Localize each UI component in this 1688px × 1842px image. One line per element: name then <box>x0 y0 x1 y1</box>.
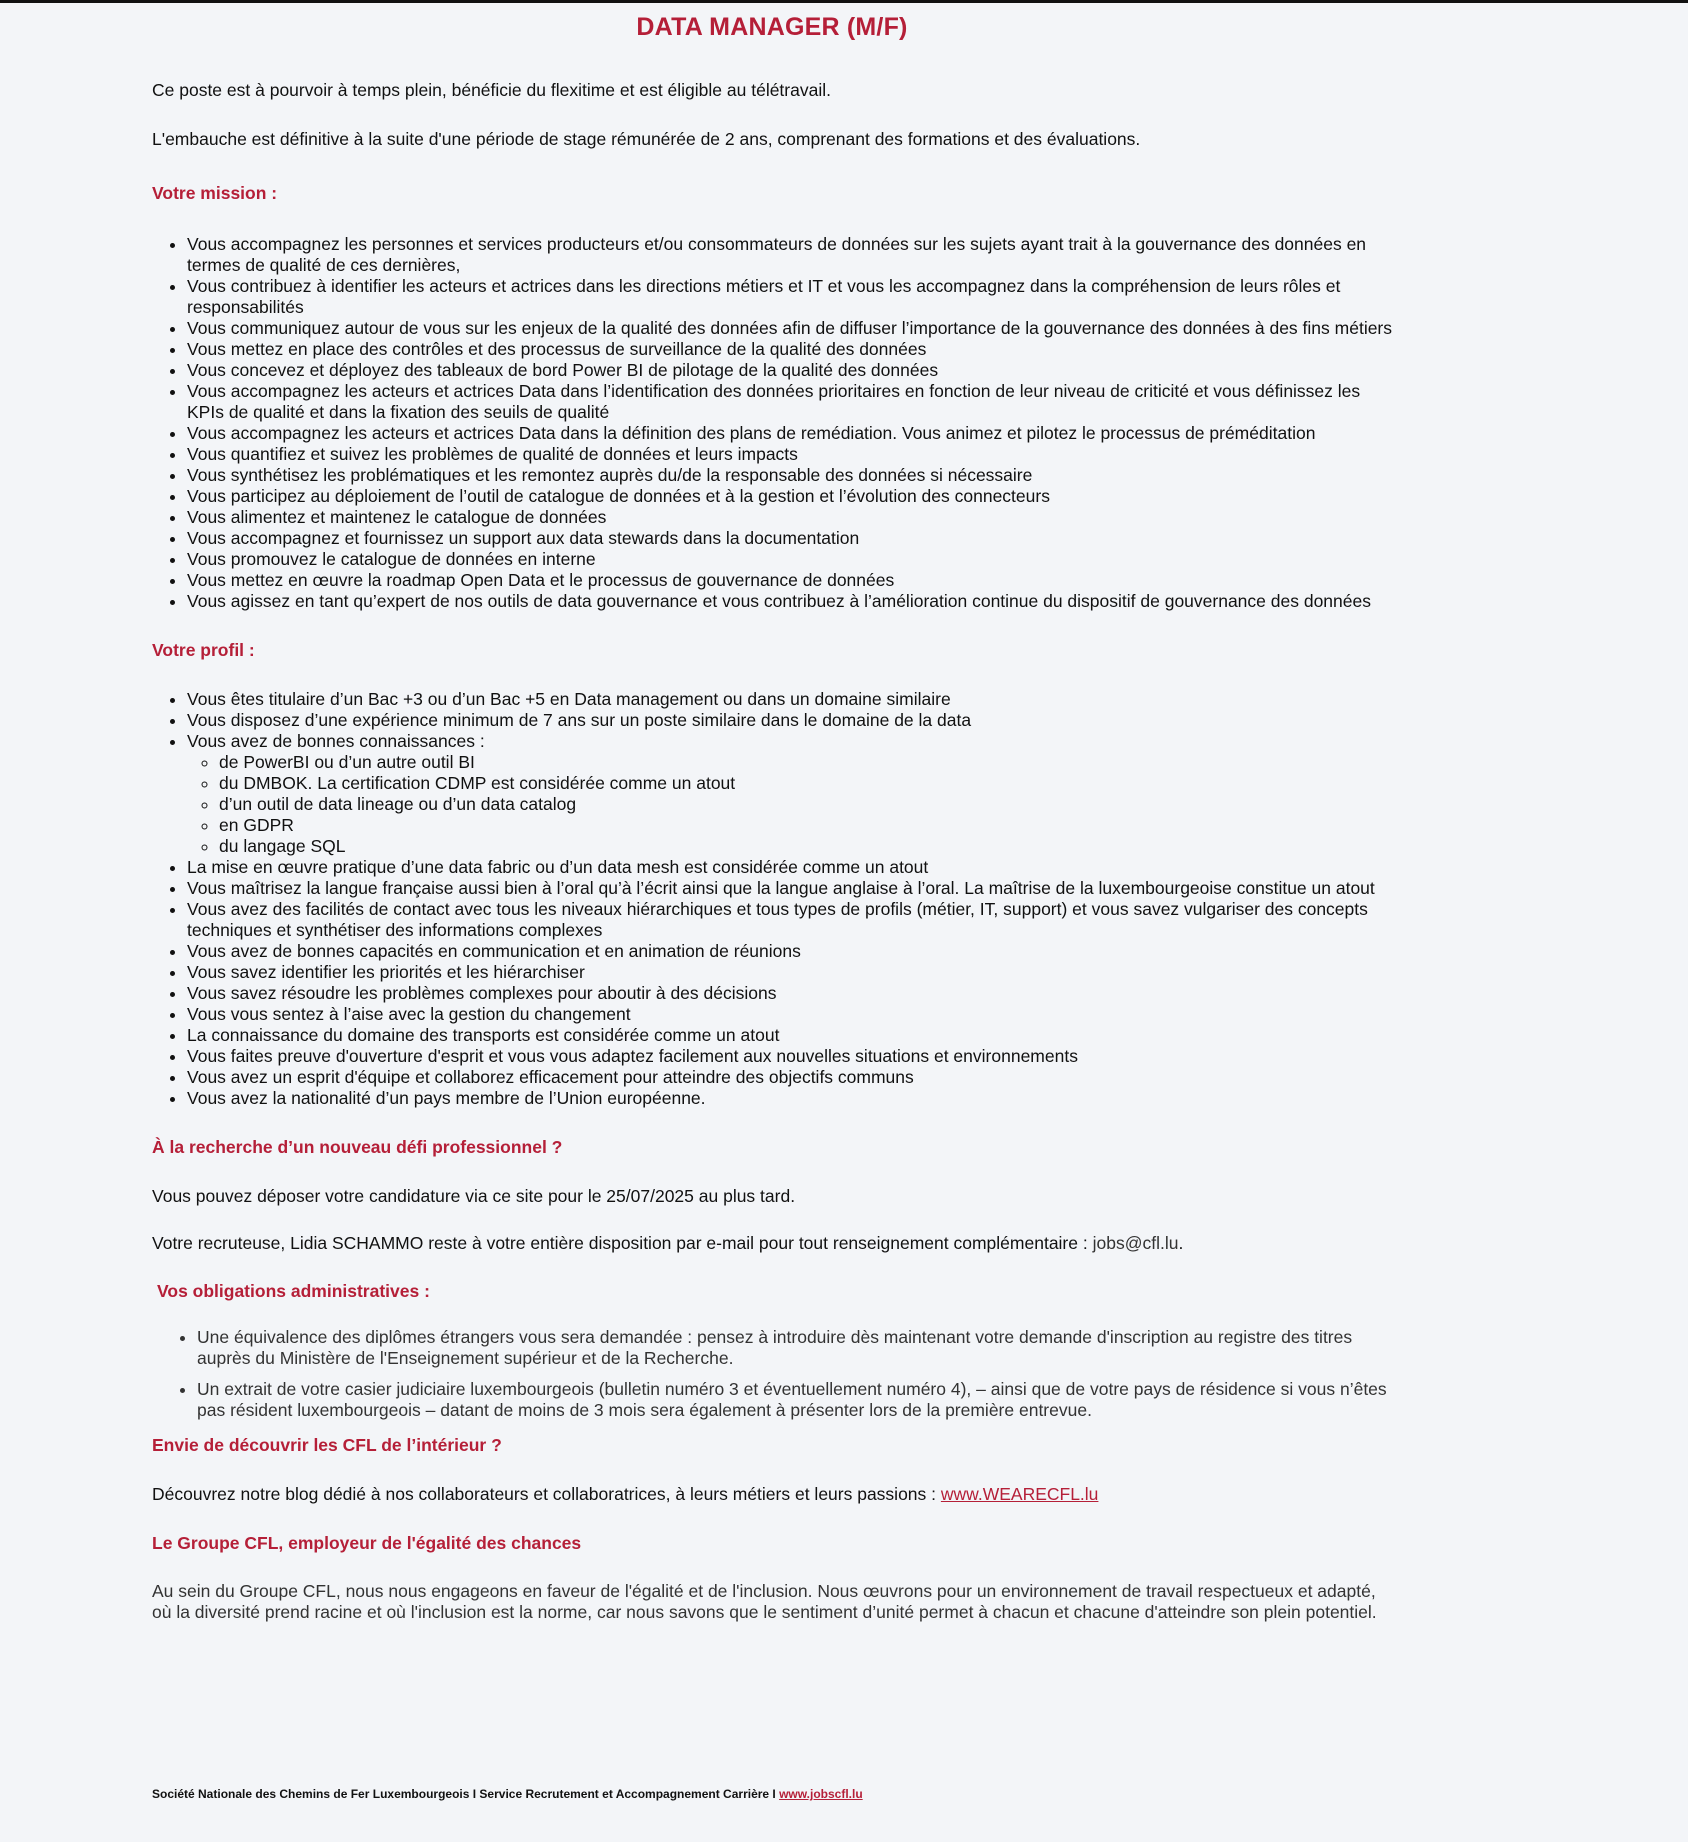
profil-item: • Vous avez de bonnes capacités en communication et en animation de réunions <box>187 941 1392 962</box>
profil-item: • La connaissance du domaine des transports est considérée comme un atout <box>187 1025 1392 1046</box>
job-posting <box>152 3 1392 1623</box>
knowledge-item: ◦ du DMBOK. La certification CDMP est considérée comme un atout <box>219 773 1392 794</box>
obligation-item: • Un extrait de votre casier judiciaire luxembourgeois (bulletin numéro 3 et éventuellement numéro 4), – ainsi que de votre pays de résidence si vous n’êtes pas résident luxembourgeois – datant de moins de 3 mois sera également à présenter lors de la première entrevue. <box>197 1379 1392 1421</box>
mission-item: • Vous concevez et déployez des tableaux de bord Power BI de pilotage de la qualité des données <box>187 360 1392 381</box>
page-title: DATA MANAGER (M/F) <box>636 13 908 41</box>
mission-item: • Vous promouvez le catalogue de données en interne <box>187 549 1392 570</box>
profil-heading: Votre profil : <box>152 640 255 660</box>
obligations-heading: Vos obligations administratives : <box>157 1281 430 1301</box>
profil-item: • Vous maîtrisez la langue française aussi bien à l’oral qu’à l’écrit ainsi que la langue anglaise à l’oral. La maîtrise de la luxembourgeoise constitue un atout <box>187 878 1392 899</box>
defi-heading: À la recherche d’un nouveau défi professionnel ? <box>152 1137 563 1157</box>
mission-item: • Vous mettez en place des contrôles et des processus de surveillance de la qualité des données <box>187 339 1392 360</box>
profil-list <box>152 689 1392 1109</box>
profil-item: • Vous disposez d’une expérience minimum de 7 ans sur un poste similaire dans le domaine de la data <box>187 710 1392 731</box>
footer <box>152 1787 863 1801</box>
mission-heading: Votre mission : <box>152 183 278 203</box>
defi-deadline-text: Vous pouvez déposer votre candidature via ce site pour le 25/07/2025 au plus tard. <box>152 1186 796 1206</box>
knowledge-item: ◦ en GDPR <box>219 815 1392 836</box>
knowledge-item: ◦ du langage SQL <box>219 836 1392 857</box>
intro-paragraph-1: Ce poste est à pourvoir à temps plein, bénéficie du flexitime et est éligible au télétravail. <box>152 80 831 100</box>
profil-item <box>187 731 1392 857</box>
profil-item: • Vous savez résoudre les problèmes complexes pour aboutir à des décisions <box>187 983 1392 1004</box>
mission-item: • Vous mettez en œuvre la roadmap Open Data et le processus de gouvernance de données <box>187 570 1392 591</box>
profil-item: • Vous vous sentez à l’aise avec la gestion du changement <box>187 1004 1392 1025</box>
mission-item: • Vous quantifiez et suivez les problèmes de qualité de données et leurs impacts <box>187 444 1392 465</box>
mission-item: • Vous communiquez autour de vous sur les enjeux de la qualité des données afin de diffuser l’importance de la gouvernance des données à des fins métiers <box>187 318 1392 339</box>
obligation-item: • Une équivalence des diplômes étrangers vous sera demandée : pensez à introduire dès maintenant votre demande d'inscription au registre des titres auprès du Ministère de l'Enseignement supérieur et de la Recherche. <box>197 1327 1392 1369</box>
mission-item: • Vous synthétisez les problématiques et les remontez auprès du/de la responsable des données si nécessaire <box>187 465 1392 486</box>
footer-text: Société Nationale des Chemins de Fer Luxembourgeois I Service Recrutement et Accompagnement Carrière I <box>152 1787 780 1801</box>
blog-label: Découvrez notre blog dédié à nos collaborateurs et collaboratrices, à leurs métiers et leurs passions : <box>152 1484 941 1504</box>
mission-item: • Vous accompagnez les acteurs et actrices Data dans l’identification des données prioritaires en fonction de leur niveau de criticité et vous définissez les KPIs de qualité et dans la fixation des seuils de qualité <box>187 381 1392 423</box>
defi-contact-end: . <box>1178 1233 1184 1253</box>
jobscfl-link[interactable]: www.jobscfl.lu <box>779 1787 863 1801</box>
intro-paragraph-2: L'embauche est définitive à la suite d'une période de stage rémunérée de 2 ans, comprenant des formations et des évaluations. <box>152 129 1141 149</box>
blog-text <box>152 1484 1392 1505</box>
mission-item: • Vous contribuez à identifier les acteurs et actrices dans les directions métiers et IT et vous les accompagnez dans la compréhension de leurs rôles et responsabilités <box>187 276 1392 318</box>
profil-item: • Vous avez la nationalité d’un pays membre de l’Union européenne. <box>187 1088 1392 1109</box>
knowledge-item: ◦ d’un outil de data lineage ou d’un data catalog <box>219 794 1392 815</box>
defi-contact-label: Votre recruteuse, Lidia SCHAMMO reste à votre entière disposition par e-mail pour tout renseignement complémentaire : <box>152 1233 1093 1253</box>
egalite-heading: Le Groupe CFL, employeur de l'égalité des chances <box>152 1533 582 1553</box>
defi-contact-text <box>152 1233 1392 1254</box>
profil-item-label: Vous avez de bonnes connaissances : <box>187 731 485 751</box>
knowledge-sublist <box>187 752 1392 857</box>
obligations-list <box>152 1327 1392 1421</box>
mission-item: • Vous participez au déploiement de l’outil de catalogue de données et à la gestion et l’évolution des connecteurs <box>187 486 1392 507</box>
interieur-heading: Envie de découvrir les CFL de l’intérieur ? <box>152 1435 502 1455</box>
wearecfl-link[interactable]: www.WEARECFL.lu <box>940 1484 1099 1504</box>
contact-email[interactable]: jobs@cfl.lu <box>1092 1233 1179 1253</box>
egalite-text: Au sein du Groupe CFL, nous nous engageons en faveur de l'égalité et de l'inclusion. Nous œuvrons pour un environnement de travail respectueux et adapté, où la diversité prend racine et où l'inclusion est la norme, car nous savons que le sentiment d’unité permet à chacun et chacune d'atteindre son plein potentiel. <box>152 1581 1377 1622</box>
profil-item: • Vous faites preuve d'ouverture d'esprit et vous vous adaptez facilement aux nouvelles situations et environnements <box>187 1046 1392 1067</box>
mission-item: • Vous accompagnez et fournissez un support aux data stewards dans la documentation <box>187 528 1392 549</box>
mission-item: • Vous accompagnez les acteurs et actrices Data dans la définition des plans de remédiation. Vous animez et pilotez le processus de préméditation <box>187 423 1392 444</box>
profil-item: • Vous êtes titulaire d’un Bac +3 ou d’un Bac +5 en Data management ou dans un domaine similaire <box>187 689 1392 710</box>
profil-item: • La mise en œuvre pratique d’une data fabric ou d’un data mesh est considérée comme un atout <box>187 857 1392 878</box>
profil-item: • Vous savez identifier les priorités et les hiérarchiser <box>187 962 1392 983</box>
mission-item: • Vous accompagnez les personnes et services producteurs et/ou consommateurs de données sur les sujets ayant trait à la gouvernance des données en termes de qualité de ces dernières, <box>187 234 1392 276</box>
profil-item: • Vous avez des facilités de contact avec tous les niveaux hiérarchiques et tous types de profils (métier, IT, support) et vous savez vulgariser des concepts techniques et synthétiser des informations complexes <box>187 899 1392 941</box>
mission-list <box>152 234 1392 612</box>
knowledge-item: ◦ de PowerBI ou d’un autre outil BI <box>219 752 1392 773</box>
mission-item: • Vous agissez en tant qu’expert de nos outils de data gouvernance et vous contribuez à l’amélioration continue du dispositif de gouvernance des données <box>187 591 1392 612</box>
profil-item: • Vous avez un esprit d'équipe et collaborez efficacement pour atteindre des objectifs communs <box>187 1067 1392 1088</box>
mission-item: • Vous alimentez et maintenez le catalogue de données <box>187 507 1392 528</box>
